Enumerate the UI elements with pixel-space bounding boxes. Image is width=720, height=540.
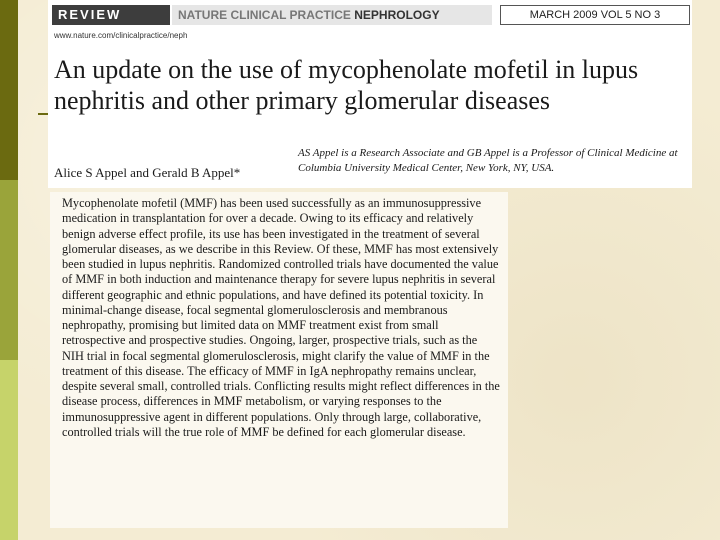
journal-name [172,5,492,25]
journal-name-suffix: NEPHROLOGY [354,8,440,22]
journal-url: www.nature.com/clinicalpractice/neph [54,31,188,40]
side-stripe-top [0,0,18,180]
article-header [48,0,692,188]
side-stripe-middle [0,180,18,360]
journal-name-prefix: NATURE CLINICAL PRACTICE [178,8,351,22]
abstract-text: Mycophenolate mofetil (MMF) has been used successfully as an immunosuppressive medication in transplantation for over a decade. Owing to its efficacy and relatively benign adverse effect profile, its use has been investigated in the treatment of several glomerular diseases, as we describe in this Review. Of these, MMF has most extensively been studied in lupus nephritis. Randomized controlled trials have documented the value of MMF in both induction and maintenance therapy for severe lupus nephritis in several different geographic and ethnic populations, and have defined its potential toxicity. In minimal-change disease, focal segmental glomerulosclerosis and membranous nephropathy, promising but limited data on MMF treatment exist from small retrospective and prospective studies. Ongoing, larger, prospective trials, such as the NIH trial in focal segmental glomerulosclerosis, might clarify the value of MMF in the treatment of this disease. The efficacy of MMF in IgA nephropathy remains unclear, despite several small, controlled trials. Conflicting results might reflect differences in the disease process, differences in MMF metabolism, or varying responses to the immunosuppressive agent in different populations. Only through large, collaborative, controlled trials will the true role of MMF be defined for each glomerular disease. [62,196,500,439]
section-label: REVIEW [52,5,170,25]
article-authors: Alice S Appel and Gerald B Appel* [54,165,241,180]
abstract-panel [50,192,508,528]
article-title: An update on the use of mycophenolate mofetil in lupus nephritis and other primary glomerular diseases [54,55,639,115]
author-affiliation: AS Appel is a Research Associate and GB Appel is a Professor of Clinical Medicine at Columbia University Medical Center, New York, NY, USA. [298,147,678,174]
issue-info: MARCH 2009 VOL 5 NO 3 [500,5,690,25]
journal-banner [48,3,692,25]
side-stripe-bottom [0,360,18,540]
